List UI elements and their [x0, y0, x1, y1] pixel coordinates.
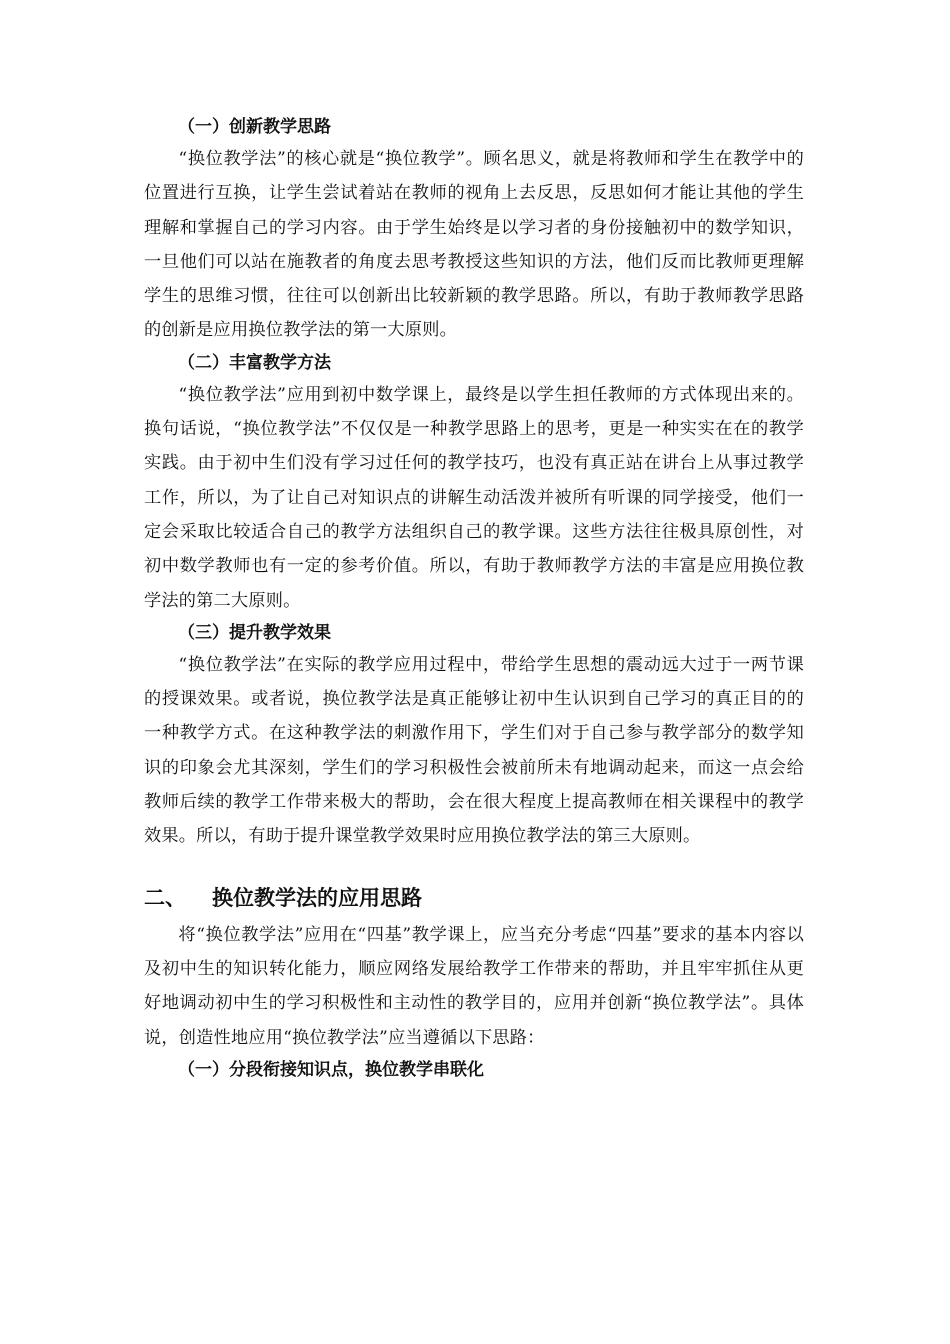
document-body [144, 112, 804, 1085]
paragraph-application-intro: 将“换位教学法”应用在“四基”教学课上，应当充分考虑“四基”要求的基本内容以及初中生的知识转化能力，顺应网络发展给教学工作带来的帮助，并且牢牢抓住从更好地调动初中生的学习积极性和主动性的教学目的，应用并创新“换位教学法”。具体说，创造性地应用“换位教学法”应当遵循以下思路： [144, 924, 804, 1048]
section-title: 换位教学法的应用思路 [212, 885, 422, 910]
paragraph-improve-teaching-effect: “换位教学法”在实际的教学应用过程中，带给学生思想的震动远大过于一两节课的授课效果。或者说，换位教学法是真正能够让初中生认识到自己学习的真正目的的一种教学方式。在这种教学法的刺激作用下，学生们对于自己参与教学部分的数学知识的印象会尤其深刻，学生们的学习积极性会被前所未有地调动起来，而这一点会给教师后续的教学工作带来极大的帮助，会在很大程度上提高教师在相关课程中的教学效果。所以，有助于提升课堂教学效果时应用换位教学法的第三大原则。 [144, 654, 804, 847]
subheading-improve-teaching-effect: （三）提升教学效果 [178, 622, 331, 643]
paragraph-innovate-teaching-ideas: “换位教学法”的核心就是“换位教学”。顾名思义，就是将教师和学生在教学中的位置进行互换，让学生尝试着站在教师的视角上去反思，反思如何才能让其他的学生理解和掌握自己的学习内容。由于学生始终是以学习者的身份接触初中的数学知识，一旦他们可以站在施教者的角度去思考教授这些知识的方法，他们反而比教师更理解学生的思维习惯，往往可以创新出比较新颖的教学思路。所以，有助于教师教学思路的创新是应用换位教学法的第一大原则。 [144, 149, 804, 341]
subheading-enrich-teaching-methods: （二）丰富教学方法 [178, 352, 331, 373]
section-heading-application-ideas [144, 880, 804, 916]
subheading-innovate-teaching-ideas: （一）创新教学思路 [178, 117, 331, 137]
subheading-segmented-knowledge-points: （一）分段衔接知识点，换位教学串联化 [178, 1059, 484, 1080]
section-number: 二、 [144, 885, 186, 910]
paragraph-enrich-teaching-methods: “换位教学法”应用到初中数学课上，最终是以学生担任教师的方式体现出来的。换句话说，“换位教学法”不仅仅是一种教学思路上的思考，更是一种实实在在的教学实践。由于初中生们没有学习过任何的教学技巧，也没有真正站在讲台上从事过教学工作，所以，为了让自己对知识点的讲解生动活泼并被所有听课的同学接受，他们一定会采取比较适合自己的教学方法组织自己的教学课。这些方法往往极具原创性，对初中数学教师也有一定的参考价值。所以，有助于教师教学方法的丰富是应用换位教学法的第二大原则。 [144, 384, 804, 611]
